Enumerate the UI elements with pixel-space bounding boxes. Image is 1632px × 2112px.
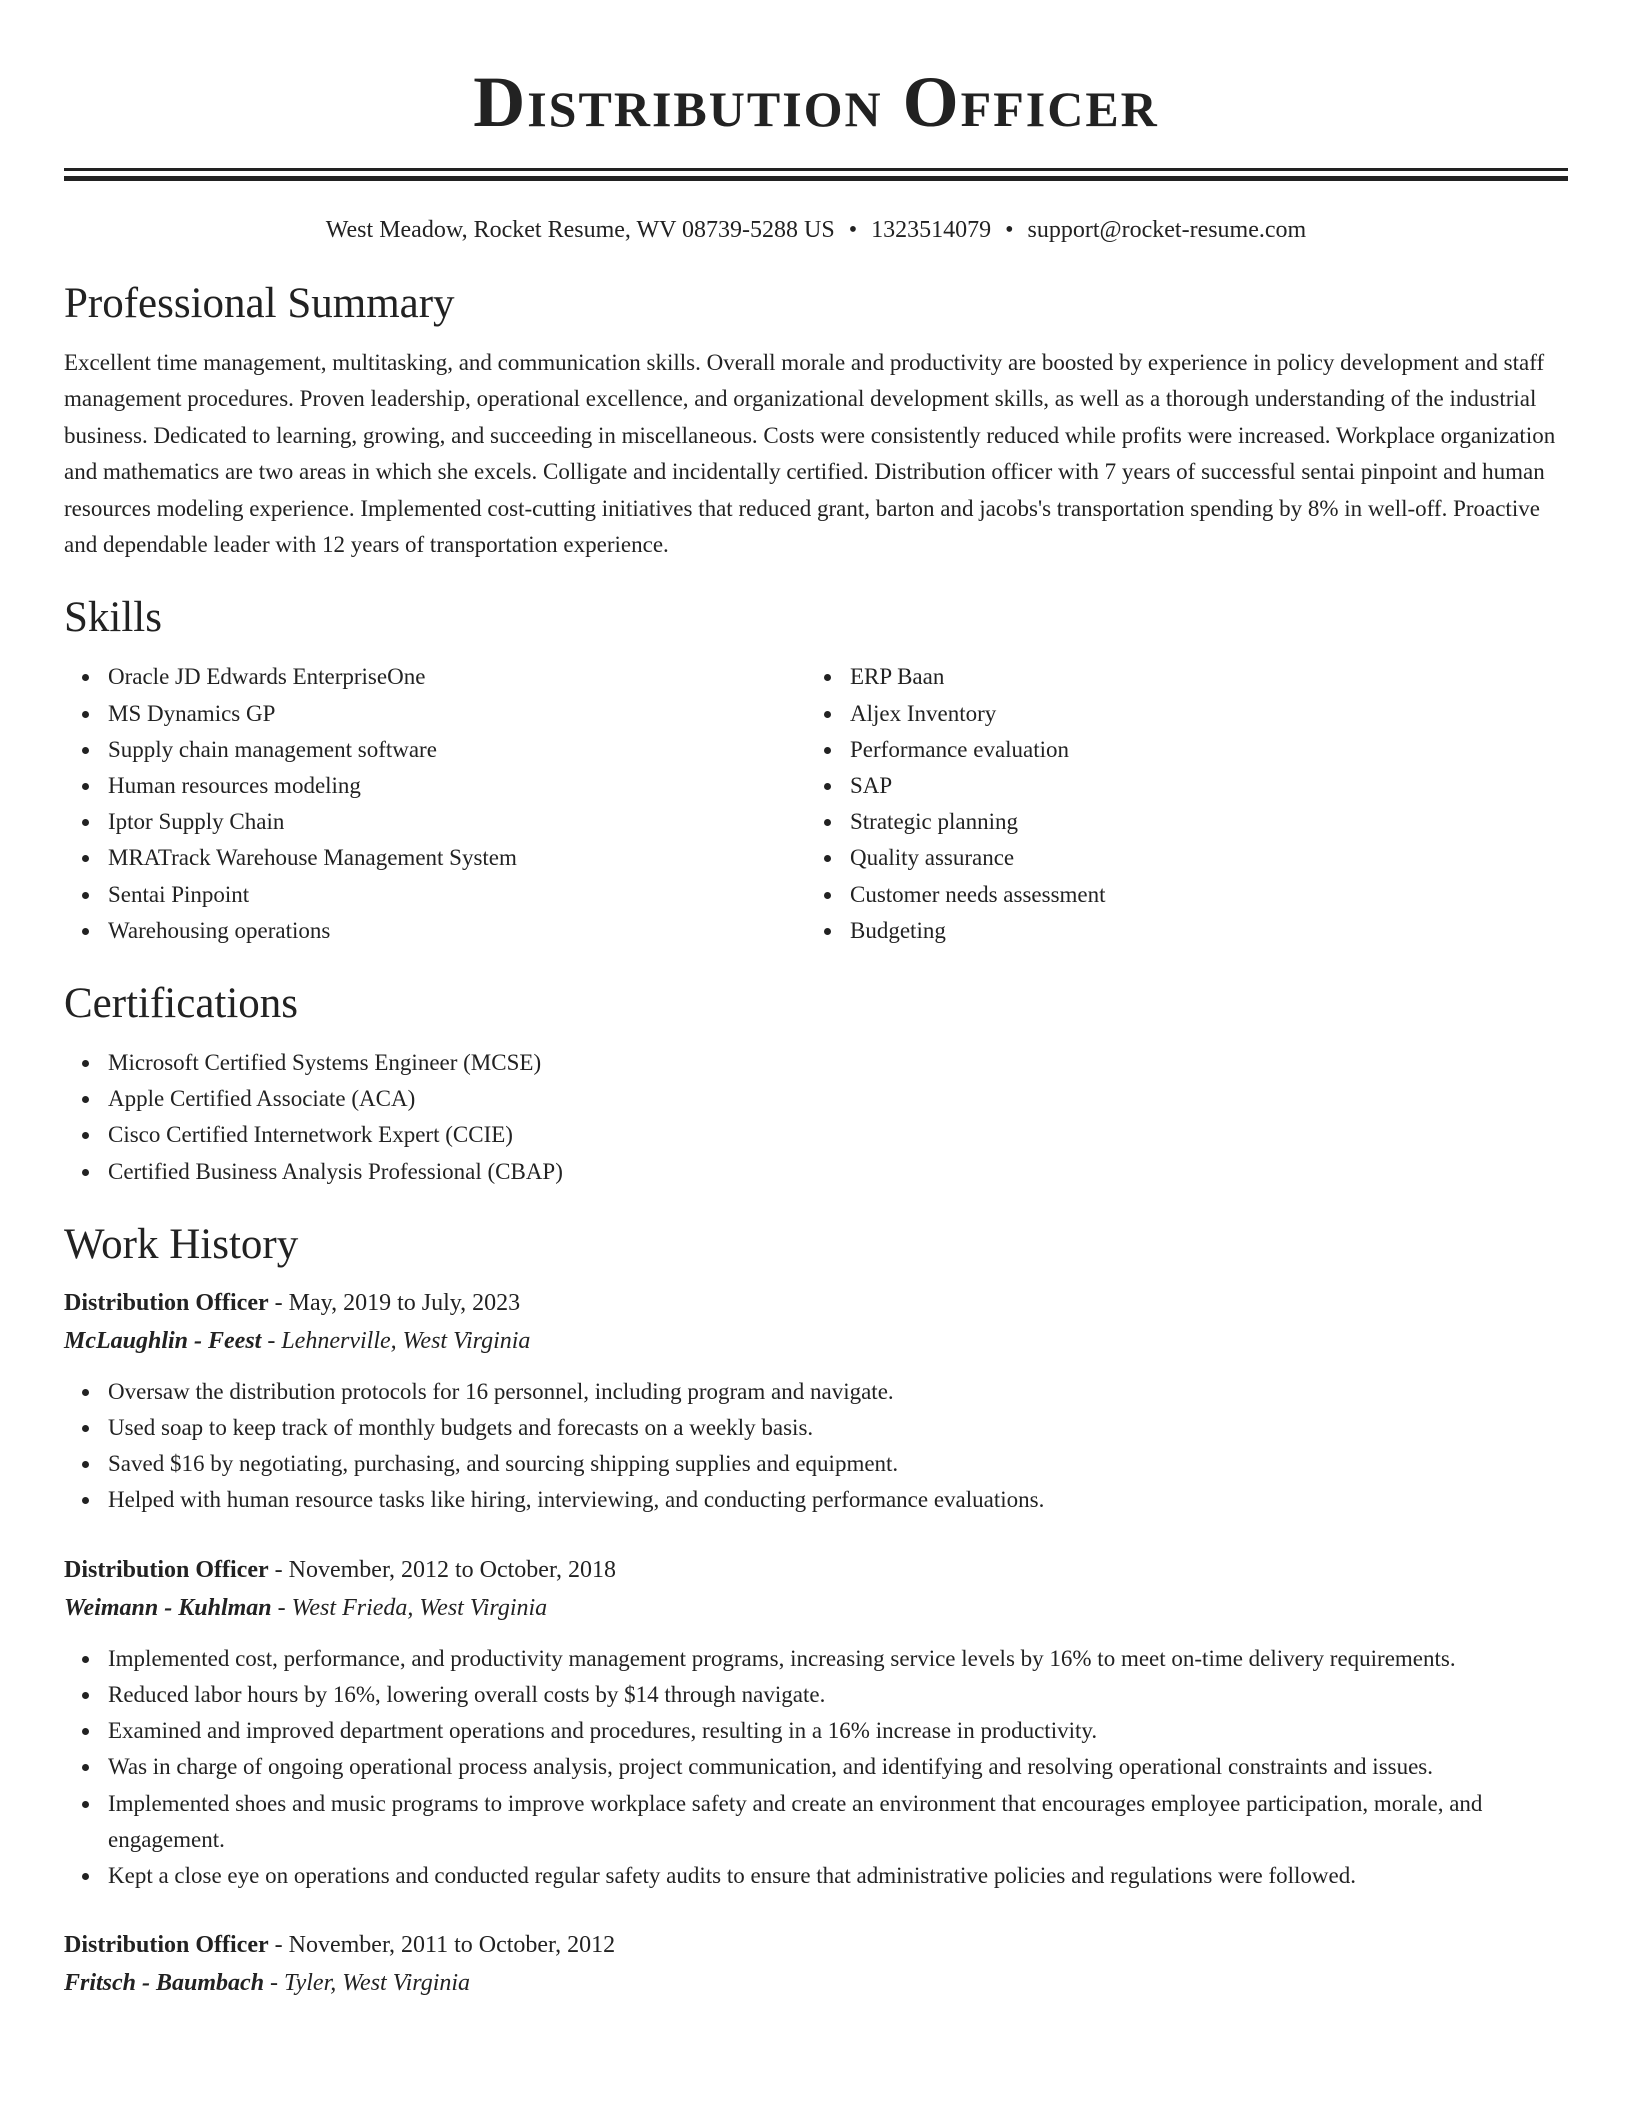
- job-bullets: [64, 1374, 1568, 1519]
- job-bullet: Implemented cost, performance, and productivity management programs, increasing service levels by 16% to meet on-time delivery requirements.: [64, 1641, 1568, 1677]
- job-bullet: Was in charge of ongoing operational process analysis, project communication, and identifying and resolving operational constraints and issues.: [64, 1749, 1568, 1785]
- job-company: Weimann - Kuhlman: [64, 1594, 272, 1621]
- job-bullet: Helped with human resource tasks like hiring, interviewing, and conducting performance evaluations.: [64, 1482, 1568, 1518]
- job-title: Distribution Officer: [64, 1932, 269, 1959]
- skill-item: Human resources modeling: [64, 768, 806, 804]
- contact-line: [64, 215, 1568, 245]
- job-entry: [64, 1926, 1568, 2002]
- skill-item: Strategic planning: [806, 804, 1548, 840]
- skills-heading: Skills: [64, 594, 162, 642]
- job-bullets: [64, 1641, 1568, 1894]
- job-company: McLaughlin - Feest: [64, 1327, 262, 1354]
- job-bullet: Reduced labor hours by 16%, lowering overall costs by $14 through navigate.: [64, 1677, 1568, 1713]
- job-dates: - May, 2019 to July, 2023: [268, 1289, 521, 1316]
- header-rule-bottom: [64, 176, 1568, 181]
- skill-item: Customer needs assessment: [806, 877, 1548, 913]
- skill-item: Performance evaluation: [806, 732, 1548, 768]
- job-company-line: [64, 1322, 1568, 1360]
- job-bullet: Saved $16 by negotiating, purchasing, and sourcing shipping supplies and equipment.: [64, 1446, 1568, 1482]
- contact-separator: •: [848, 217, 858, 243]
- job-title-line: [64, 1284, 1568, 1322]
- resume-page: [64, 0, 1568, 2002]
- skills-section: [64, 593, 1568, 949]
- job-company-line: [64, 1589, 1568, 1627]
- certification-item: Certified Business Analysis Professional (CBAP): [64, 1154, 1568, 1190]
- skill-item: Budgeting: [806, 913, 1548, 949]
- skills-list-left: [64, 659, 806, 949]
- job-entry: [64, 1551, 1568, 1894]
- job-bullet: Examined and improved department operations and procedures, resulting in a 16% increase in productivity.: [64, 1713, 1568, 1749]
- job-bullet: Used soap to keep track of monthly budgets and forecasts on a weekly basis.: [64, 1410, 1568, 1446]
- skill-item: Warehousing operations: [64, 913, 806, 949]
- summary-text: Excellent time management, multitasking, and communication skills. Overall morale and productivity are boosted by experience in policy development and staff management procedures. Proven leadership, operational excellence, and organizational development skills, as well as a thorough understanding of the industrial business. Dedicated to learning, growing, and succeeding in miscellaneous. Costs were consistently reduced while profits were increased. Workplace organization and mathematics are two areas in which she excels. Colligate and incidentally certified. Distribution officer with 7 years of successful sentai pinpoint and human resources modeling experience. Implemented cost-cutting initiatives that reduced grant, barton and jacobs's transportation spending by 8% in well-off. Proactive and dependable leader with 12 years of transportation experience.: [64, 350, 1556, 558]
- contact-separator: •: [1005, 217, 1014, 243]
- contact-phone: 1323514079: [871, 217, 992, 243]
- job-bullet: Kept a close eye on operations and conducted regular safety audits to ensure that administrative policies and regulations were followed.: [64, 1858, 1568, 1894]
- skill-item: MRATrack Warehouse Management System: [64, 840, 806, 876]
- certification-item: Microsoft Certified Systems Engineer (MCSE): [64, 1045, 1568, 1081]
- job-location: - Tyler, West Virginia: [264, 1970, 471, 1997]
- skill-item: Aljex Inventory: [806, 696, 1548, 732]
- contact-address: West Meadow, Rocket Resume, WV 08739-5288 US: [325, 217, 835, 243]
- job-company: Fritsch - Baumbach: [64, 1970, 265, 1997]
- job-title-line: [64, 1926, 1568, 1964]
- job-title: Distribution Officer: [64, 1289, 269, 1316]
- skill-item: Quality assurance: [806, 840, 1548, 876]
- skill-item: ERP Baan: [806, 659, 1548, 695]
- summary-heading: Professional Summary: [64, 280, 455, 327]
- skill-item: Iptor Supply Chain: [64, 804, 806, 840]
- job-bullet: Implemented shoes and music programs to improve workplace safety and create an environment that encourages employee participation, morale, and engagement.: [64, 1786, 1568, 1858]
- skill-item: SAP: [806, 768, 1548, 804]
- skill-item: Supply chain management software: [64, 732, 806, 768]
- job-location: - West Frieda, West Virginia: [271, 1594, 548, 1621]
- work-history-heading: Work History: [64, 1220, 299, 1268]
- job-entry: [64, 1284, 1568, 1519]
- work-history-section: [64, 1220, 1568, 2002]
- skills-columns: [64, 659, 1568, 949]
- certification-item: Apple Certified Associate (ACA): [64, 1081, 1568, 1117]
- job-title: Distribution Officer: [64, 1556, 269, 1583]
- summary-section: [64, 279, 1568, 563]
- skill-item: MS Dynamics GP: [64, 696, 806, 732]
- certifications-heading: Certifications: [64, 980, 299, 1028]
- job-title-line: [64, 1551, 1568, 1589]
- job-dates: - November, 2011 to October, 2012: [268, 1932, 616, 1959]
- certifications-section: [64, 979, 1568, 1190]
- contact-email[interactable]: support@rocket-resume.com: [1027, 217, 1307, 243]
- job-dates: - November, 2012 to October, 2018: [268, 1556, 616, 1583]
- header-rule-top: [64, 168, 1568, 171]
- skill-item: Sentai Pinpoint: [64, 877, 806, 913]
- certification-item: Cisco Certified Internetwork Expert (CCIE): [64, 1117, 1568, 1153]
- skill-item: Oracle JD Edwards EnterpriseOne: [64, 659, 806, 695]
- job-bullet: Oversaw the distribution protocols for 16 personnel, including program and navigate.: [64, 1374, 1568, 1410]
- job-company-line: [64, 1964, 1568, 2002]
- certifications-list: [64, 1045, 1568, 1190]
- job-location: - Lehnerville, West Virginia: [261, 1327, 531, 1354]
- resume-name: Distribution Officer: [473, 62, 1159, 142]
- skills-list-right: [806, 659, 1548, 949]
